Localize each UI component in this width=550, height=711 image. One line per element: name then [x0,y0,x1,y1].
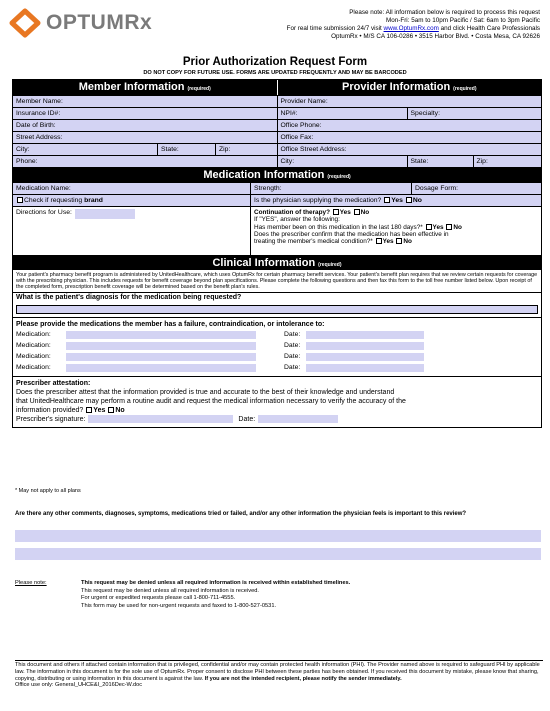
specialty-field[interactable]: Specialty: [408,108,542,119]
header-note [240,9,540,41]
provider-zip-field[interactable]: Zip: [474,156,542,167]
hours: Mon-Fri: 5am to 10pm Pacific / Sat: 6am to 3pm Pacific [386,17,540,24]
provider-column [277,95,542,167]
insurance-id-field[interactable]: Insurance ID#: [13,108,277,119]
member-provider-fields [13,95,541,167]
supply-no-checkbox[interactable] [406,197,412,203]
form-table [12,79,542,428]
failure-question: Please provide the medications the member has a failure, contraindication, or intolerance to: [16,320,325,328]
last180-no-checkbox[interactable] [446,224,452,230]
npi-field[interactable]: NPI#: [278,108,408,119]
form-subtitle: DO NOT COPY FOR FUTURE USE. FORMS ARE UPDATED FREQUENTLY AND MAY BE BARCODED [143,70,407,76]
member-zip-field[interactable]: Zip: [216,144,277,155]
dosage-form-field[interactable]: Dosage Form: [412,183,541,194]
brand-check-row: Check if requesting brand [13,195,251,206]
realtime-prefix: For real time submission 24/7 visit [286,25,382,32]
please-note-body: This request may be denied unless all required information is received within established timelines. This request may be denied unless all required information is received. For urgent or expedited requests please call 1-800-711-4555. This form may be used for non-urgent requests and faxed to 1-800-527-0531. [81,580,351,609]
failure-row-2: Medication: Date: [16,341,538,351]
please-note-label: Please note: [15,580,47,586]
directions-continuation-row [13,206,541,255]
directions-block [13,207,251,255]
realtime-line [240,25,540,33]
strength-field[interactable]: Strength: [251,183,412,194]
provider-state-field[interactable]: State: [408,156,474,167]
diagnosis-question: What is the patient's diagnosis for the medication being requested? [16,294,242,302]
attestation-no-checkbox[interactable] [108,407,114,413]
member-phone-field[interactable]: Phone: [13,156,277,167]
diagnosis-input[interactable] [16,305,538,314]
required-note: Please note: All information below is required to process this request [349,9,540,16]
mailing-address: OptumRx • M/S CA 106-0286 • 3515 Harbor Blvd. • Costa Mesa, CA 92626 [331,33,540,40]
last180-yes-checkbox[interactable] [426,224,432,230]
continuation-no-checkbox[interactable] [354,209,360,215]
signature-line: Prescriber's signature: Date: [16,415,538,424]
office-use: Office use only: General_UHCE&I_2016Dec-W.doc [15,682,143,689]
info-section-headers [13,80,541,95]
medication-name-field[interactable]: Medication Name: [13,183,251,194]
attestation-title: Prescriber attestation: [16,379,91,387]
office-phone-field[interactable]: Office Phone: [278,120,542,131]
member-column [13,95,277,167]
logo-text: OPTUMRx [46,11,153,34]
continuation-block: Continuation of therapy? Yes No If "YES", answer the following: Has member been on this medication in the last 180 days?* Yes No Does the prescriber confirm that the medication has been effective in treating the member's medical condition?* Yes No [254,209,462,246]
office-fax-field[interactable]: Office Fax: [278,132,542,143]
medication-info-heading: Medication Information (required) [13,167,541,182]
failure-section [13,317,541,376]
continuation-yes-checkbox[interactable] [333,209,339,215]
failure-date-2[interactable] [306,342,424,350]
optum-diamond-icon [8,8,44,38]
failure-date-4[interactable] [306,364,424,372]
attestation-yes-checkbox[interactable] [86,407,92,413]
effective-yes-checkbox[interactable] [376,238,382,244]
privacy-footer: This document and others if attached contain information that is privileged, confidential and/or may contain protected health information (PHI). The Provider named above is required to safeguard PHI by applicable law. The information in this document is for the sole use of OptumRx. Proper consent to disclose PHI between these parties has been obtained. If you received this document by mistake, please know that sharing, copying, distributing or using information in this document is against the law. If you are not the intended recipient, please notify the sender immediately. Office use only: General_UHCE&I_2016Dec-W.doc [15,660,543,689]
directions-label: Directions for Use: [16,209,72,216]
supply-yes-checkbox[interactable] [384,197,390,203]
optumrx-logo [8,8,152,38]
provider-city-field[interactable]: City: [278,156,408,167]
provider-info-heading: Provider Information (required) [277,80,542,95]
clinical-intro: Your patient's pharmacy benefit program is administered by UnitedHealthcare, which uses OptumRx for certain pharmacy benefit services. Your patient's benefit plan requires that we review certain requests for coverage with the prescribing physician. This includes requests for benefit coverage beyond plan specifications. Please complete the following questions and then fax this form to the toll free number listed below. Upon receipt of the completed form, prescription benefit coverage will be determined based on the benefit plan's rules. [16,272,538,291]
physician-supply-row: Is the physician supplying the medication? Yes No [251,195,541,206]
member-info-heading: Member Information (required) [13,80,277,95]
failure-medication-2[interactable] [66,342,256,350]
brand-checkbox[interactable] [17,197,23,203]
dob-field[interactable]: Date of Birth: [13,120,277,131]
directions-input[interactable] [75,209,135,219]
member-city-field[interactable]: City: [13,144,158,155]
failure-medication-1[interactable] [66,331,256,339]
signature-input[interactable] [88,415,233,423]
member-street-field[interactable]: Street Address: [13,132,277,143]
comments-question: Are there any other comments, diagnoses, symptoms, medications tried or failed, and/or any other information the physician feels is important to this review? [15,511,467,517]
failure-date-3[interactable] [306,353,424,361]
comments-input-1[interactable] [15,530,541,542]
failure-date-1[interactable] [306,331,424,339]
failure-row-1: Medication: Date: [16,330,538,340]
failure-row-3: Medication: Date: [16,352,538,362]
clinical-info-heading: Clinical Information (required) [13,255,541,270]
provider-name-field[interactable]: Provider Name: [278,96,542,107]
diagnosis-section [13,292,541,313]
form-title: Prior Authorization Request Form [182,56,368,68]
member-state-field[interactable]: State: [158,144,216,155]
signature-date-input[interactable] [258,415,338,423]
member-name-field[interactable]: Member Name: [13,96,277,107]
attestation-section: Prescriber attestation: Does the prescriber attest that the information provided is true and accurate to the best of their knowledge and understand that UnitedHealthcare may perform a routine audit and request the medical information necessary to verify the accuracy of the information provided? Yes No Prescriber's signature: Date: [13,376,541,427]
failure-medication-3[interactable] [66,353,256,361]
failure-medication-4[interactable] [66,364,256,372]
realtime-suffix: and click Health Care Professionals [440,25,540,32]
comments-input-2[interactable] [15,548,541,560]
footnote: * May not apply to all plans [15,488,81,494]
optumrx-link[interactable]: www.OptumRx.com [383,25,439,32]
effective-no-checkbox[interactable] [396,238,402,244]
failure-row-4: Medication: Date: [16,363,538,373]
office-street-field[interactable]: Office Street Address: [278,144,542,155]
